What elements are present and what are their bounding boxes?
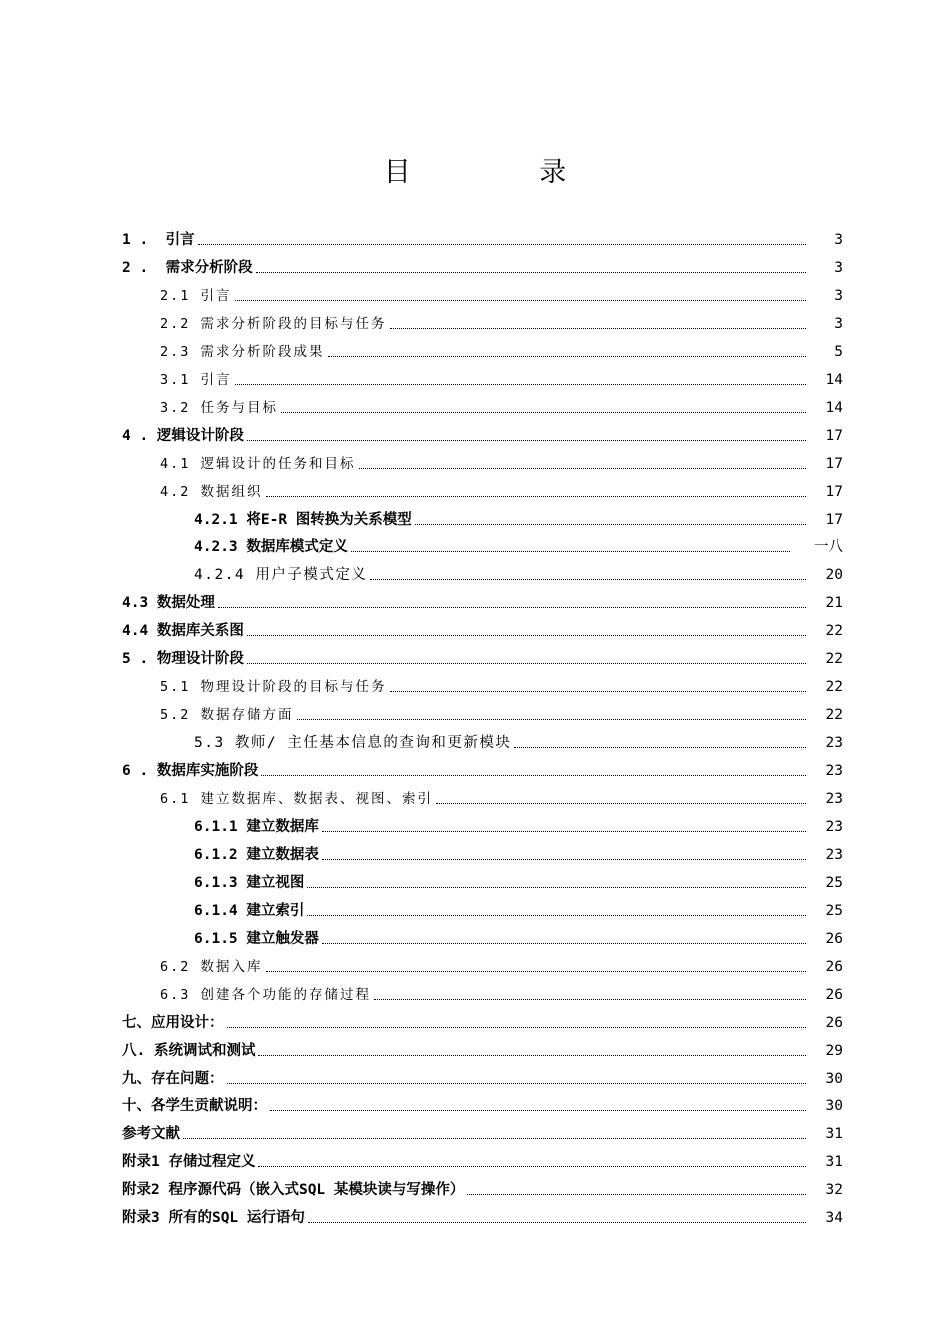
toc-page-number: 5 [834, 343, 843, 360]
toc-page-number: 17 [825, 427, 843, 444]
toc-page-number: 3 [834, 259, 843, 276]
toc-leader-dots [235, 384, 806, 385]
toc-entry-label: 4.2.1 将E-R 图转换为关系模型 [194, 511, 412, 528]
toc-entry-label: 附录3 所有的SQL 运行语句 [122, 1210, 305, 1227]
toc-page-number: 31 [825, 1154, 843, 1171]
toc-leader-dots [256, 272, 806, 273]
toc-entry-label: 十、各学生贡献说明： [122, 1098, 267, 1115]
toc-entry-label: 2 . 需求分析阶段 [122, 259, 253, 276]
toc-entry-label: 5.2 数据存储方面 [160, 707, 294, 724]
toc-page-number: 22 [825, 651, 843, 668]
toc-leader-dots [261, 775, 806, 776]
toc-entry[interactable] [0, 450, 950, 478]
toc-leader-dots [198, 244, 806, 245]
toc-leader-dots [227, 1083, 807, 1084]
toc-leader-dots [322, 831, 806, 832]
toc-entry[interactable] [0, 729, 950, 757]
toc-page-number: 31 [825, 1126, 843, 1143]
toc-page-number: 26 [825, 958, 843, 975]
toc-entry[interactable] [0, 478, 950, 506]
toc-leader-dots [436, 803, 806, 804]
toc-entry[interactable] [0, 981, 950, 1009]
toc-entry[interactable] [0, 1092, 950, 1120]
toc-leader-dots [297, 719, 806, 720]
toc-page-number: 25 [825, 902, 843, 919]
toc-leader-dots [183, 1138, 806, 1139]
toc-leader-dots [247, 663, 806, 664]
toc-entry[interactable] [0, 310, 950, 338]
toc-page-number: 17 [825, 483, 843, 500]
toc-entry[interactable] [0, 561, 950, 589]
toc-entry[interactable] [0, 1176, 950, 1204]
toc-entry-label: 6.2 数据入库 [160, 958, 263, 975]
toc-leader-dots [258, 1166, 806, 1167]
toc-page-number: 17 [825, 511, 843, 528]
toc-entry[interactable] [0, 701, 950, 729]
toc-entry[interactable] [0, 673, 950, 701]
toc-entry-label: 4.3 数据处理 [122, 595, 215, 612]
toc-entry[interactable] [0, 422, 950, 450]
toc-page-number: 一八 [814, 539, 843, 556]
toc-page-number: 23 [825, 791, 843, 807]
toc-page-number: 21 [825, 595, 843, 612]
toc-page-number: 17 [825, 455, 843, 472]
toc-entry-label: 4.2.4 用户子模式定义 [194, 567, 368, 584]
toc-entry-label: 八. 系统调试和测试 [122, 1042, 256, 1059]
toc-entry[interactable] [0, 1120, 950, 1148]
toc-page-number: 25 [825, 874, 843, 891]
toc-entry[interactable] [0, 897, 950, 925]
toc-entry-label: 七、应用设计： [122, 1014, 224, 1031]
toc-leader-dots [247, 635, 806, 636]
toc-entry[interactable] [0, 785, 950, 813]
toc-entry[interactable] [0, 1065, 950, 1093]
toc-entry-label: 附录1 存储过程定义 [122, 1154, 256, 1171]
toc-page-number: 3 [834, 287, 843, 304]
toc-entry-label: 九、存在问题： [122, 1070, 224, 1087]
toc-entry[interactable] [0, 645, 950, 673]
toc-entry-label: 6.1 建立数据库、数据表、视图、索引 [160, 791, 434, 807]
toc-page-number: 29 [825, 1042, 843, 1059]
toc-entry-label: 6.1.1 建立数据库 [194, 818, 319, 835]
toc-entry-label: 3.1 引言 [160, 371, 232, 388]
toc-page-number: 20 [825, 567, 843, 584]
toc-page-number: 32 [825, 1182, 843, 1199]
toc-leader-dots [307, 887, 806, 888]
toc-page-number: 14 [825, 399, 843, 416]
toc-page-number: 22 [825, 623, 843, 640]
page-title: 目 录 [383, 157, 627, 188]
toc-leader-dots [307, 915, 806, 916]
toc-page-number: 26 [825, 1014, 843, 1031]
toc-entry-label: 4.1 逻辑设计的任务和目标 [160, 455, 356, 472]
toc-entry[interactable] [0, 533, 950, 561]
toc-leader-dots [328, 356, 806, 357]
toc-entry-label: 参考文献 [122, 1126, 180, 1143]
toc-entry[interactable] [0, 1204, 950, 1232]
toc-page-number: 23 [825, 735, 843, 752]
toc-page-number: 3 [834, 232, 843, 248]
toc-entry-label: 5 . 物理设计阶段 [122, 651, 244, 668]
toc-entry-label: 6.1.4 建立索引 [194, 902, 305, 919]
toc-page-number: 23 [825, 818, 843, 835]
toc-entry-label: 6.1.3 建立视图 [194, 874, 305, 891]
toc-entry[interactable] [0, 366, 950, 394]
toc-page-number: 30 [825, 1070, 843, 1087]
toc-entry-label: 5.1 物理设计阶段的目标与任务 [160, 679, 387, 696]
toc-page-number: 23 [825, 846, 843, 863]
toc-leader-dots [308, 1222, 806, 1223]
toc-leader-dots [514, 747, 806, 748]
toc-leader-dots [227, 1027, 807, 1028]
toc-entry-label: 2.3 需求分析阶段成果 [160, 343, 325, 360]
toc-leader-dots [374, 999, 806, 1000]
toc-leader-dots [247, 440, 806, 441]
toc-entry-label: 1 . 引言 [122, 232, 195, 248]
toc-leader-dots [467, 1194, 806, 1195]
toc-entry[interactable] [0, 925, 950, 953]
toc-leader-dots [270, 1110, 806, 1111]
toc-entry-label: 4.2.3 数据库模式定义 [194, 539, 348, 556]
toc-entry[interactable] [0, 953, 950, 981]
toc-page-number: 26 [825, 930, 843, 947]
toc-entry[interactable] [0, 254, 950, 282]
toc-entry[interactable] [0, 338, 950, 366]
toc-leader-dots [266, 971, 806, 972]
toc-page-number: 14 [825, 371, 843, 388]
toc-entry[interactable] [0, 869, 950, 897]
toc-entry-label: 4.4 数据库关系图 [122, 623, 244, 640]
toc-entry-label: 6.3 创建各个功能的存储过程 [160, 986, 372, 1003]
toc-entry[interactable] [0, 1009, 950, 1037]
toc-leader-dots [351, 551, 790, 552]
toc-leader-dots [415, 524, 806, 525]
toc-leader-dots [281, 412, 806, 413]
toc-entry[interactable] [0, 589, 950, 617]
toc-page-number: 30 [825, 1098, 843, 1115]
toc-entry[interactable] [0, 1037, 950, 1065]
toc-leader-dots [322, 943, 806, 944]
toc-entry-label: 附录2 程序源代码（嵌入式SQL 某模块读与写操作） [122, 1182, 465, 1199]
toc-leader-dots [359, 468, 806, 469]
toc-entry-label: 2.2 需求分析阶段的目标与任务 [160, 315, 387, 332]
toc-entry-label: 2.1 引言 [160, 287, 232, 304]
toc-leader-dots [235, 300, 806, 301]
toc-leader-dots [370, 579, 806, 580]
toc-entry[interactable] [0, 282, 950, 310]
toc-entry-label: 6 . 数据库实施阶段 [122, 763, 259, 780]
toc-entry[interactable] [0, 1148, 950, 1176]
toc-entry[interactable] [0, 506, 950, 534]
toc-page-number: 23 [825, 763, 843, 780]
toc-entry-label: 5.3 教师/ 主任基本信息的查询和更新模块 [194, 735, 512, 752]
toc-leader-dots [258, 1055, 806, 1056]
toc-leader-dots [390, 328, 806, 329]
toc-entry[interactable] [0, 226, 950, 254]
toc-entry[interactable] [0, 757, 950, 785]
toc-entry-label: 6.1.5 建立触发器 [194, 930, 319, 947]
toc-entry-label: 4.2 数据组织 [160, 483, 263, 500]
toc-page-number: 22 [825, 679, 843, 696]
toc-entry[interactable] [0, 394, 950, 422]
toc-entry-label: 4 . 逻辑设计阶段 [122, 427, 244, 444]
toc-leader-dots [322, 859, 806, 860]
toc-entry-label: 6.1.2 建立数据表 [194, 846, 319, 863]
toc-page-number: 26 [825, 986, 843, 1003]
toc-entry[interactable] [0, 813, 950, 841]
toc-page-number: 34 [825, 1210, 843, 1227]
toc-page-number: 3 [834, 315, 843, 332]
toc-entry[interactable] [0, 617, 950, 645]
toc-leader-dots [266, 496, 806, 497]
toc-leader-dots [390, 691, 806, 692]
toc-entry[interactable] [0, 841, 950, 869]
toc-page-number: 22 [825, 707, 843, 724]
toc-leader-dots [218, 607, 806, 608]
toc-entry-label: 3.2 任务与目标 [160, 399, 279, 416]
